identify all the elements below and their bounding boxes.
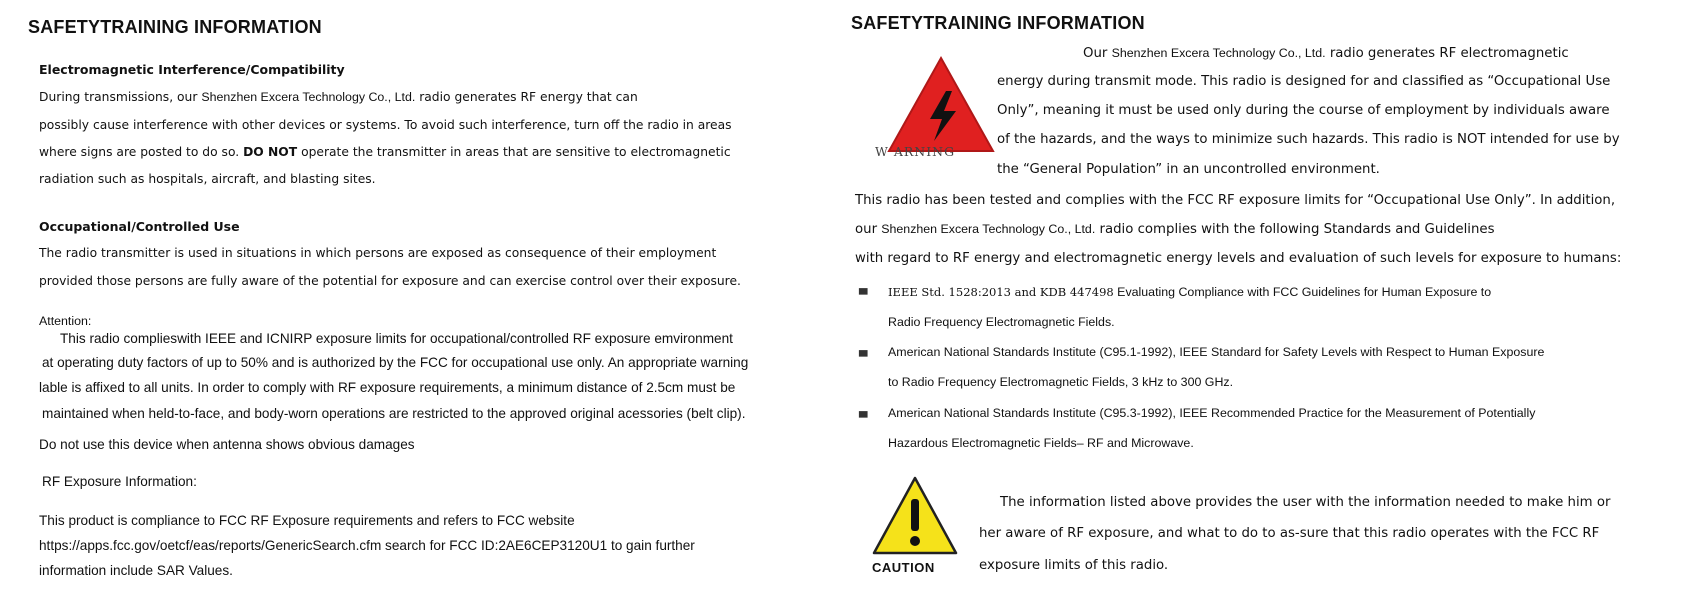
emi-line-4: radiation such as hospitals, aircraft, and blasting sites. <box>39 172 376 186</box>
intro-line-2: energy during transmit mode. This radio is designed for and classified as “Occupational Use <box>997 74 1611 89</box>
right-page-title: SAFETYTRAINING INFORMATION <box>851 13 1145 33</box>
intro-line-3: Only”, meaning it must be used only during the course of employment by individuals aware <box>997 103 1610 118</box>
closing-line-3: exposure limits of this radio. <box>979 558 1169 573</box>
intro-line-5: the “General Population” in an uncontrolled environment. <box>997 162 1380 177</box>
standard-2-line-2: to Radio Frequency Electromagnetic Fields, 3 kHz to 300 GHz. <box>888 375 1234 389</box>
rf-exposure-heading: RF Exposure Information: <box>42 474 197 489</box>
tested-line-1: This radio has been tested and complies with the FCC RF exposure limits for “Occupational Use Only”. In addition, <box>855 193 1616 208</box>
attention-label: Attention: <box>39 314 92 328</box>
standard-3-line-2: Hazardous Electromagnetic Fields– RF and Microwave. <box>888 436 1194 450</box>
standard-2-line-1: American National Standards Institute (C95.1-1992), IEEE Standard for Safety Levels with Respect to Human Exposure <box>888 345 1545 359</box>
emi-line-2: possibly cause interference with other devices or systems. To avoid such interference, turn off the radio in areas <box>39 118 732 132</box>
rf-line-2: https://apps.fcc.gov/oetcf/eas/reports/GenericSearch.cfm search for FCC ID:2AE6CEP3120U1 to gain further <box>39 538 695 553</box>
damage-note: Do not use this device when antenna shows obvious damages <box>39 437 415 452</box>
emi-line-1: During transmissions, our Shenzhen Excera Technology Co., Ltd. radio generates RF energy that can <box>39 90 638 104</box>
intro-line-4: of the hazards, and the ways to minimize such hazards. This radio is NOT intended for use by <box>997 132 1620 147</box>
standard-bullet-3: ▄ <box>859 405 868 418</box>
occ-heading: Occupational/Controlled Use <box>39 219 240 234</box>
intro-line-1: Our Shenzhen Excera Technology Co., Ltd. radio generates RF electromagnetic <box>1083 46 1569 61</box>
tested-line-2: our Shenzhen Excera Technology Co., Ltd. radio complies with the following Standards and Guidelines <box>855 222 1495 237</box>
closing-line-1: The information listed above provides the user with the information needed to make him or <box>1000 495 1611 510</box>
occ-line-1: The radio transmitter is used in situations in which persons are exposed as consequence of their employment <box>39 246 717 260</box>
standard-1-line-1: IEEE Std. 1528:2013 and KDB 447498 Evaluating Compliance with FCC Guidelines for Human Exposure to <box>888 285 1492 299</box>
standard-1-line-2: Radio Frequency Electromagnetic Fields. <box>888 315 1115 329</box>
caution-label: CAUTION <box>872 560 935 575</box>
warning-label: W ARNING <box>875 144 956 159</box>
attention-line-2: at operating duty factors of up to 50% and is authorized by the FCC for occupational use only. An appropriate warning <box>42 355 749 370</box>
emi-line-3: where signs are posted to do so. DO NOT operate the transmitter in areas that are sensitive to electromagnetic <box>39 145 731 159</box>
rf-line-3: information include SAR Values. <box>39 563 233 578</box>
rf-line-1: This product is compliance to FCC RF Exposure requirements and refers to FCC website <box>39 513 575 528</box>
left-page-title: SAFETYTRAINING INFORMATION <box>28 17 322 37</box>
attention-line-1: This radio complieswith IEEE and ICNIRP exposure limits for occupational/controlled RF exposure emvironment <box>60 331 733 346</box>
standard-bullet-2: ▄ <box>859 344 868 357</box>
attention-line-3: lable is affixed to all units. In order to comply with RF exposure requirements, a minimum distance of 2.5cm must be <box>39 380 736 395</box>
emi-heading: Electromagnetic Interference/Compatibility <box>39 62 345 77</box>
standard-3-line-1: American National Standards Institute (C95.3-1992), IEEE Recommended Practice for the Measurement of Potentially <box>888 406 1536 420</box>
standard-bullet-1: ▄ <box>859 282 868 295</box>
attention-line-4: maintained when held-to-face, and body-worn operations are restricted to the approved original acessories (belt clip). <box>42 406 746 421</box>
tested-line-3: with regard to RF energy and electromagnetic energy levels and evaluation of such levels for exposure to humans: <box>855 251 1622 266</box>
caution-exclamation-icon <box>871 475 959 557</box>
occ-line-2: provided those persons are fully aware of the potential for exposure and can exercise control over their exposure. <box>39 274 741 288</box>
closing-line-2: her aware of RF exposure, and what to do to as-sure that this radio operates with the FCC RF <box>979 526 1600 541</box>
